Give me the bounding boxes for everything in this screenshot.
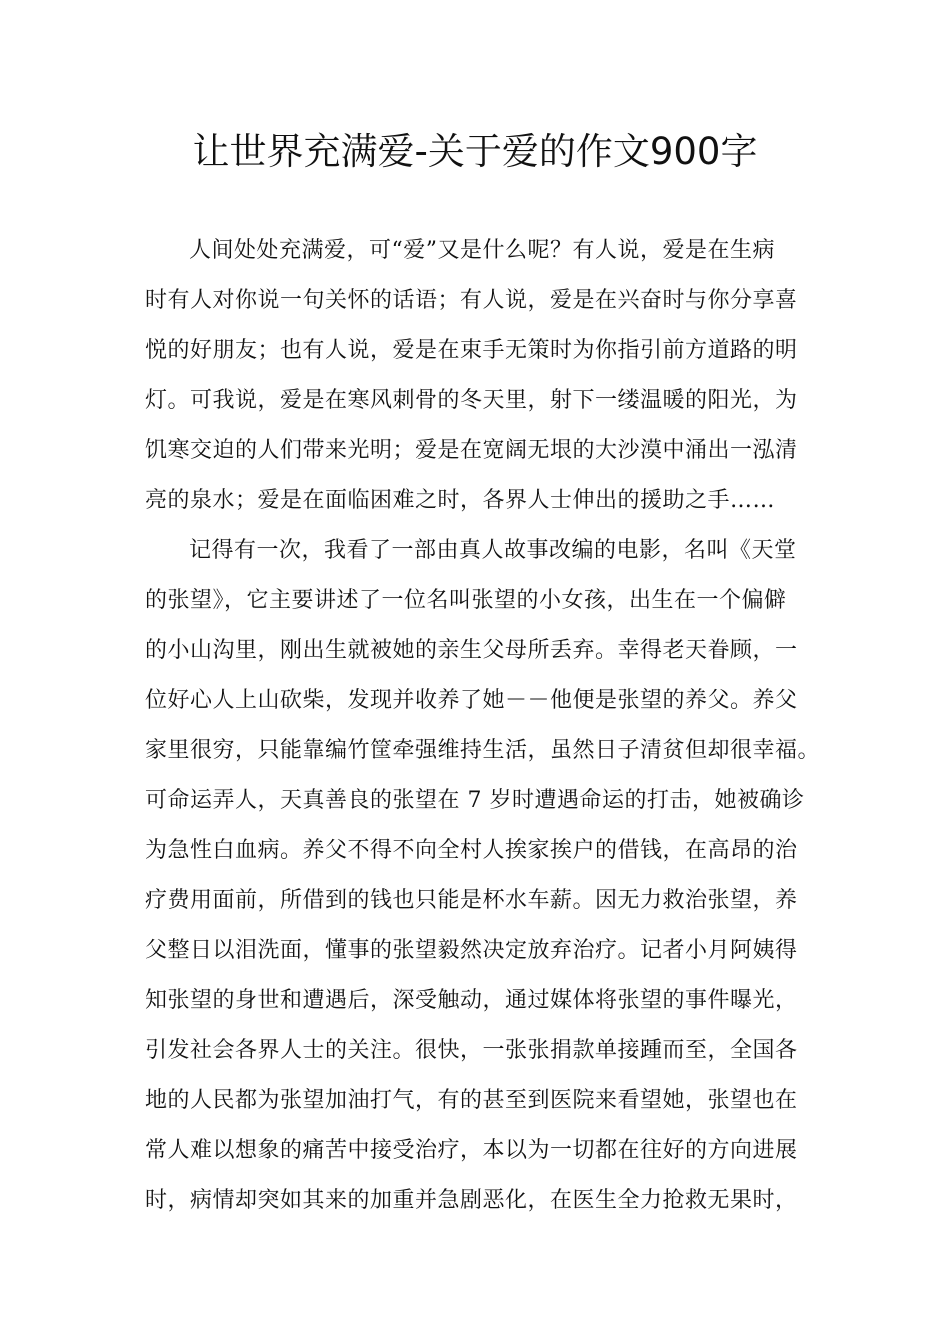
paragraph-2-line-13: 常人难以想象的痛苦中接受治疗，本以为一切都在往好的方向进展: [145, 1138, 798, 1163]
paragraph-1-line-6: 亮的泉水；爱是在面临困难之时，各界人士伸出的援助之手……: [145, 488, 776, 513]
paragraph-2-line-9: 父整日以泪洗面，懂事的张望毅然决定放弃治疗。记者小月阿姨得: [145, 938, 798, 963]
document-title: 让世界充满爱-关于爱的作文900字: [192, 130, 758, 173]
paragraph-2-line-10: 知张望的身世和遭遇后，深受触动，通过媒体将张望的事件曝光，: [145, 988, 798, 1013]
paragraph-1-line-3: 悦的好朋友；也有人说，爱是在束手无策时为你指引前方道路的明: [145, 338, 798, 363]
paragraph-2-line-6: 可命运弄人，天真善良的张望在 7 岁时遭遇命运的打击，她被确诊: [145, 788, 805, 813]
paragraph-1-line-1: 人间处处充满爱，可“爱”又是什么呢？有人说，爱是在生病: [189, 238, 775, 263]
paragraph-2-line-7: 为急性白血病。养父不得不向全村人挨家挨户的借钱，在高昂的治: [145, 838, 798, 863]
paragraph-2-line-14: 时，病情却突如其来的加重并急剧恶化，在医生全力抢救无果时，: [145, 1188, 798, 1213]
paragraph-2-line-1: 记得有一次，我看了一部由真人故事改编的电影，名叫《天堂: [189, 538, 797, 563]
paragraph-2-line-3: 的小山沟里，刚出生就被她的亲生父母所丢弃。幸得老天眷顾，一: [145, 638, 798, 663]
paragraph-1-line-5: 饥寒交迫的人们带来光明；爱是在宽阔无垠的大沙漠中涌出一泓清: [145, 438, 798, 463]
paragraph-1-line-2: 时有人对你说一句关怀的话语；有人说，爱是在兴奋时与你分享喜: [145, 288, 798, 313]
paragraph-2-line-5: 家里很穷，只能靠编竹筐牵强维持生活，虽然日子清贫但却很幸福。: [145, 738, 821, 763]
paragraph-1-line-4: 灯。可我说，爱是在寒风刺骨的冬天里，射下一缕温暖的阳光，为: [145, 388, 798, 413]
paragraph-2-line-11: 引发社会各界人士的关注。很快，一张张捐款单接踵而至，全国各: [145, 1038, 798, 1063]
paragraph-2-line-8: 疗费用面前，所借到的钱也只能是杯水车薪。因无力救治张望，养: [145, 888, 798, 913]
paragraph-2-line-12: 地的人民都为张望加油打气，有的甚至到医院来看望她，张望也在: [145, 1088, 798, 1113]
paragraph-2-line-2: 的张望》，它主要讲述了一位名叫张望的小女孩，出生在一个偏僻: [145, 588, 787, 613]
paragraph-2-line-4: 位好心人上山砍柴，发现并收养了她－－他便是张望的养父。养父: [145, 688, 798, 713]
